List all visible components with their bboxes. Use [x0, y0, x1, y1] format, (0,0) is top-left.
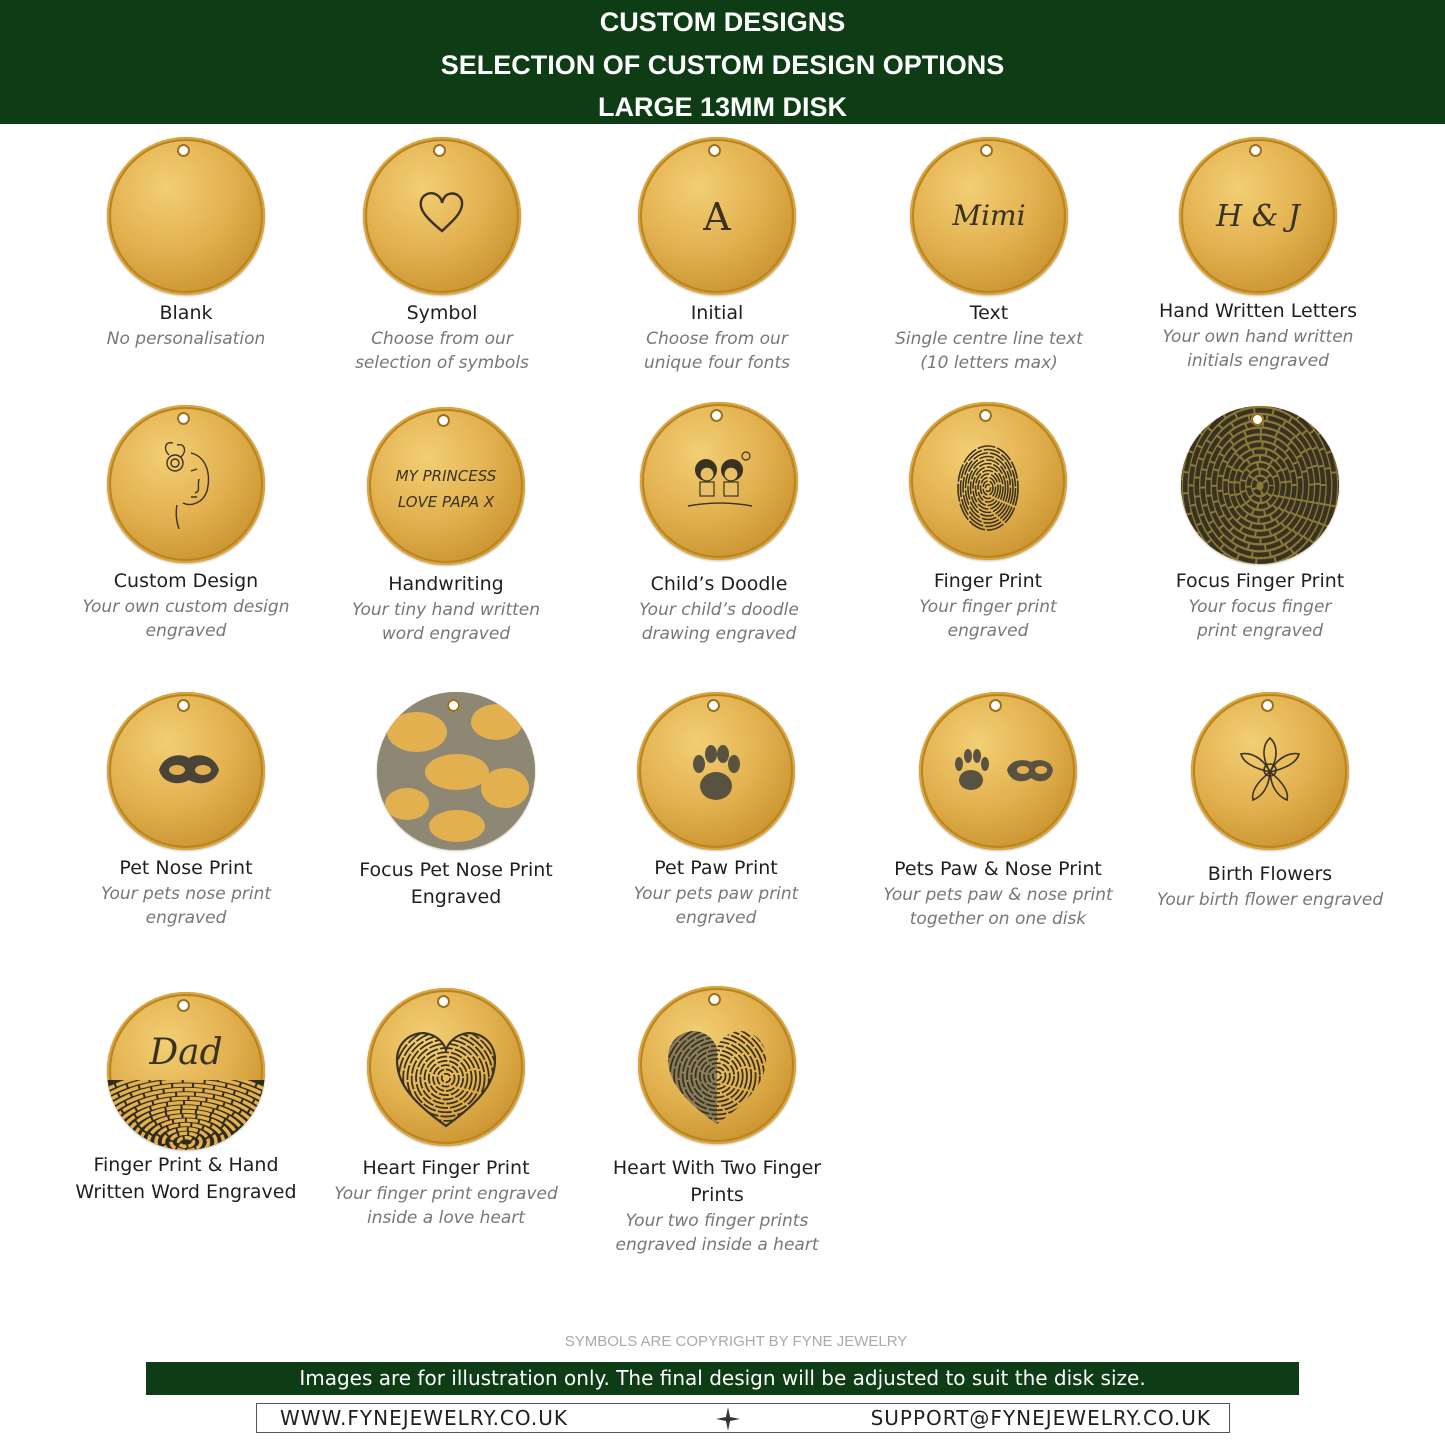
option-description: Your birth flower engraved — [1156, 890, 1384, 910]
option-description: Your own hand written initials engraved — [1162, 327, 1354, 371]
option-title: Focus Pet Nose Print Engraved — [359, 859, 553, 908]
copyright-note: SYMBOLS ARE COPYRIGHT BY FYNE JEWELRY — [564, 1333, 908, 1350]
engraving-line: MY PRINCESS — [395, 467, 497, 485]
disk-hole — [1251, 413, 1264, 426]
fingerprint-disk[interactable] — [909, 402, 1067, 560]
engraving-line: Mimi — [952, 199, 1026, 232]
disk-hole — [1249, 144, 1262, 157]
option-description: Your two finger prints engraved inside a heart — [615, 1211, 819, 1255]
disk-hole — [989, 699, 1002, 712]
header-disk-size: LARGE 13MM DISK — [597, 92, 848, 122]
text-disk[interactable] — [1179, 137, 1337, 295]
engraving-text — [638, 195, 796, 239]
design-option — [56, 1152, 316, 1206]
doodle-disk[interactable] — [640, 402, 798, 560]
option-title: Finger Print — [933, 570, 1043, 592]
option-description: Your tiny hand written word engraved — [351, 600, 541, 644]
option-title: Focus Finger Print — [1175, 570, 1345, 592]
text-disk[interactable] — [910, 137, 1068, 295]
disk-hole — [437, 995, 450, 1008]
focus-nose-print-disk[interactable] — [377, 692, 535, 850]
design-option — [859, 300, 1119, 375]
face-line-art-disk[interactable] — [107, 405, 265, 563]
design-option — [316, 1155, 576, 1230]
design-option — [1140, 861, 1400, 912]
engraving-line: LOVE PAPA X — [397, 493, 495, 511]
design-option — [1130, 568, 1390, 643]
option-description: Single centre line text (10 letters max) — [895, 329, 1083, 373]
design-option — [316, 571, 576, 646]
design-option — [587, 1155, 847, 1257]
option-title: Pet Paw Print — [654, 857, 778, 879]
disk-hole — [708, 144, 721, 157]
design-option — [56, 855, 316, 930]
option-description: Your pets paw & nose print together on one disk — [883, 885, 1113, 929]
disk-hole — [433, 144, 446, 157]
option-description: Your child’s doodle drawing engraved — [639, 600, 799, 644]
engraving-line: A — [703, 195, 731, 239]
disk-hole — [710, 409, 723, 422]
option-title: Pet Nose Print — [119, 857, 253, 879]
engraving-line: H & J — [1216, 199, 1300, 234]
disk-hole — [707, 699, 720, 712]
option-title: Handwriting — [388, 573, 504, 595]
disk-hole — [980, 144, 993, 157]
support-email-link[interactable]: SUPPORT@FYNEJEWELRY.CO.UK — [870, 1406, 1211, 1430]
disk-hole — [708, 993, 721, 1006]
nose-print-disk[interactable] — [107, 692, 265, 850]
design-option — [586, 855, 846, 930]
option-title: Heart With Two Finger Prints — [612, 1157, 822, 1206]
design-option — [56, 300, 316, 351]
engraving-text — [1179, 199, 1337, 234]
contact-bar — [256, 1403, 1230, 1433]
option-description: Your own custom design engraved — [82, 597, 290, 641]
option-title: Pets Paw & Nose Print — [894, 858, 1102, 880]
option-description: Your pets paw print engraved — [633, 884, 799, 928]
option-title: Custom Design — [113, 570, 259, 592]
design-option — [312, 300, 572, 375]
paw-print-disk[interactable] — [637, 692, 795, 850]
disk-hole — [177, 144, 190, 157]
header-subtitle: SELECTION OF CUSTOM DESIGN OPTIONS — [440, 50, 1005, 80]
heart-disk[interactable] — [363, 137, 521, 295]
heart-two-fingerprints-disk[interactable] — [638, 986, 796, 1144]
focus-fingerprint-disk[interactable] — [1181, 406, 1339, 564]
header-title: CUSTOM DESIGNS — [599, 7, 846, 37]
engraving-text — [910, 199, 1068, 232]
disk-hole — [437, 414, 450, 427]
blank-disk[interactable] — [107, 137, 265, 295]
option-description: Choose from our selection of symbols — [355, 329, 529, 373]
design-option — [1128, 298, 1388, 373]
illustration-notice: Images are for illustration only. The final design will be adjusted to suit the disk size. — [146, 1362, 1299, 1395]
disk-hole — [979, 409, 992, 422]
word-and-fingerprint-disk[interactable] — [107, 992, 265, 1150]
option-description: Your finger print engraved inside a love heart — [334, 1184, 558, 1228]
engraving-text — [107, 1032, 265, 1073]
option-description: Your pets nose print engraved — [100, 884, 272, 928]
disk-hole — [1261, 699, 1274, 712]
option-title: Birth Flowers — [1207, 863, 1333, 885]
option-title: Initial — [690, 302, 744, 324]
heart-fingerprint-disk[interactable] — [367, 988, 525, 1146]
design-option — [56, 568, 316, 643]
disk-hole — [177, 999, 190, 1012]
option-title: Text — [969, 302, 1009, 324]
option-title: Symbol — [406, 302, 478, 324]
paw-and-nose-disk[interactable] — [919, 692, 1077, 850]
website-link[interactable]: WWW.FYNEJEWELRY.CO.UK — [280, 1406, 568, 1430]
page-header — [0, 0, 1445, 124]
option-description: Choose from our unique four fonts — [644, 329, 790, 373]
disk-hole — [177, 412, 190, 425]
sparkle-icon — [715, 1406, 741, 1437]
engraving-line: Dad — [149, 1032, 223, 1073]
engraving-text — [367, 463, 525, 515]
option-title: Hand Written Letters — [1158, 300, 1357, 322]
option-title: Finger Print & Hand Written Word Engraved — [75, 1154, 297, 1203]
design-option — [858, 568, 1118, 643]
flower-disk[interactable] — [1191, 692, 1349, 850]
option-title: Blank — [159, 302, 213, 324]
design-option — [589, 571, 849, 646]
disk-hole — [447, 699, 460, 712]
two-line-text-disk[interactable] — [367, 407, 525, 565]
option-description: No personalisation — [106, 329, 266, 349]
design-option — [868, 856, 1128, 931]
option-title: Child’s Doodle — [650, 573, 788, 595]
initial-disk[interactable] — [638, 137, 796, 295]
option-description: Your finger print engraved — [919, 597, 1057, 641]
design-option — [326, 857, 586, 911]
option-description: Your focus finger print engraved — [1188, 597, 1332, 641]
disk-hole — [177, 699, 190, 712]
option-title: Heart Finger Print — [362, 1157, 530, 1179]
design-option — [587, 300, 847, 375]
